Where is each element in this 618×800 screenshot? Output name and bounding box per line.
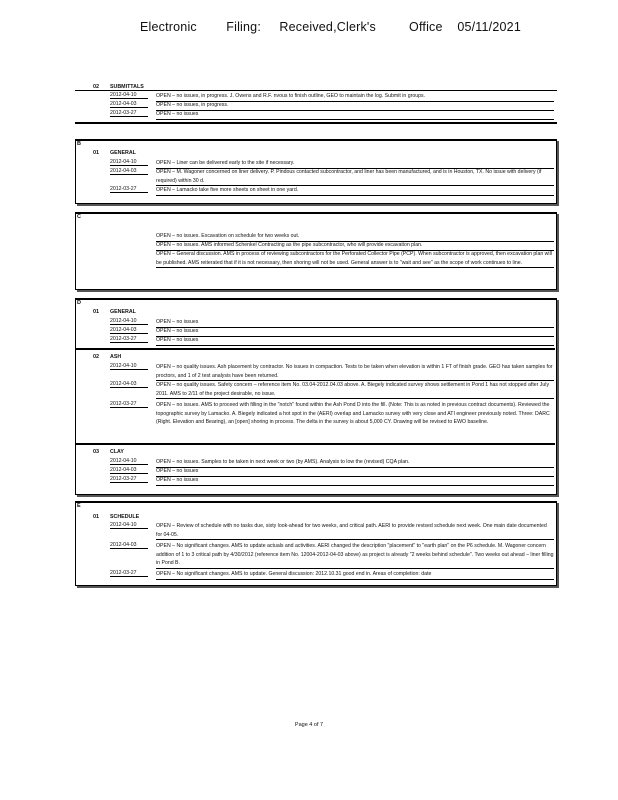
row-date: 2012-03-27: [110, 110, 148, 117]
item-code: 02: [93, 354, 100, 360]
row-date: 2012-03-27: [110, 570, 148, 577]
row-text: OPEN – no issues. AMS informed Schenkel Contracting as the pipe subcontractor, who will provide excavation plan.: [156, 241, 554, 251]
row-date: 2012-03-27: [110, 401, 148, 408]
section-divider: [76, 443, 555, 445]
row-text: OPEN – no issues: [156, 476, 554, 486]
row-text: OPEN – no issues, in progress.: [156, 101, 554, 111]
row-text: OPEN – Liner can be delivered early to the site if necessary.: [156, 159, 554, 169]
row-date: 2012-04-03: [110, 381, 148, 388]
item-title: GENERAL: [110, 150, 136, 156]
section-marker: B: [77, 141, 81, 147]
page-number: Page 4 of 7: [294, 722, 324, 728]
row-text: OPEN – no issues: [156, 318, 554, 328]
row-date: 2012-03-27: [110, 186, 148, 193]
row-text: OPEN – no issues. Excavation on schedule for two weeks out.: [156, 232, 554, 242]
row-date: 2012-04-03: [110, 542, 148, 549]
section-marker: D: [77, 300, 81, 306]
item-title: ASH: [110, 354, 122, 360]
row-date: 2012-04-10: [110, 318, 148, 325]
section-marker: C: [77, 214, 81, 220]
item-code: 01: [93, 150, 100, 156]
row-text: OPEN – Review of schedule with no tasks due, sixty look-ahead for two weeks, and critical path. AERI to provide revised schedule next week. One main date documented for 04-05.: [156, 522, 554, 540]
row-text: OPEN – No significant changes. AMS to update actuals and activities. AERI changed the description "placement" to "earth plan" on the P6 schedule. M. Wagoner concern addition of 1 to 3 critical path by 4/30/2012 (reference item No. 12004-2012-04-03 above) as project is already "2 weeks behind schedule". Two weeks out ahead – liner filling in Pond B.: [156, 542, 554, 569]
row-text: OPEN – no issues: [156, 336, 554, 346]
row-date: 2012-04-03: [110, 168, 148, 175]
section-marker: E: [77, 503, 81, 509]
section-bottom-rule: [75, 122, 557, 124]
row-date: 2012-04-03: [110, 327, 148, 334]
electronic-filing-header: Electronic Filing: Received,Clerk's Office 05/11/2021: [140, 20, 521, 34]
row-text: OPEN – no quality issues. Ash placement by contractor. No issues in compaction. Tests to be taken when elevation is within 1 FT of finish grade. GEO has taken samples for proctors, and 1 of 2 test analysis have been returned.: [156, 363, 554, 381]
row-text: OPEN – no issues, in progress. J. Owens and R.F. nvous to finish outline, GEO to maintain the log. Submit in groups.: [156, 92, 554, 102]
row-date: 2012-04-03: [110, 467, 148, 474]
row-date: 2012-04-10: [110, 159, 148, 166]
item-code: 01: [93, 309, 100, 315]
row-text: OPEN – no issues. AMS to proceed with filling in the "notch" found within the Ash Pond D into the fill. (Note: This is as noted in previous contract documents). Reviewed the topographic survey by Lamacko. A. Biegely indicated a hot spot in the (AERI) overlap and Lamacko survey with very close and ATI engineer previously noted. Three: DARC (Right. Elevation and Bearing), an [open] shoring in process. The delta in the survey is about 5,000 CY. Drawing will be revised to EWO baseline.: [156, 402, 550, 426]
row-text: OPEN – M. Wagoner concerned on liner delivery. P. Pindous contacted subcontractor, and liner has been manufactured, and is in Houston, TX. No issue with delivery (if required) within 30 d.: [156, 168, 554, 186]
row-date: 2012-04-10: [110, 363, 148, 370]
section-divider: [76, 348, 555, 350]
row-date: 2012-04-03: [110, 101, 148, 108]
item-title: SCHEDULE: [110, 514, 140, 520]
item-title: GENERAL: [110, 309, 136, 315]
row-text: OPEN – no issues: [156, 327, 554, 337]
row-text: OPEN – no quality issues. Safety concern – reference item No. 03.04-2012.04.03 above. A. Biegely indicated survey shows settlement in Pond 1 has not stopped after July 2011. AMS to 2/11 of the project desirable, no issue.: [156, 381, 554, 399]
item-code: 03: [93, 449, 100, 455]
row-text: OPEN – No significant changes. AMS to update. General discussion: 2012.10.31 good end in. Areas of completion: date: [156, 570, 554, 580]
section-divider: [75, 90, 557, 91]
row-date: 2012-04-10: [110, 458, 148, 465]
item-code: 02: [93, 84, 100, 90]
row-date: 2012-03-27: [110, 476, 148, 483]
row-text: OPEN – no issues. Samples to be taken in next week or two (by AMS). Analysis to low the (revised) CQA plan.: [156, 458, 554, 468]
item-title: SUBMITTALS: [110, 84, 144, 90]
item-code: 01: [93, 514, 100, 520]
row-text: OPEN – General discussion. AMS in process of reviewing subcontractors for the Perforated Collector Pipe (PCP). When subcontractor is approved, then excavation plan will be published. AMS reiterated that if it is not necessary, then shoring will not be used. General answer is to "wait and see" as the scope of work continues to line.: [156, 250, 554, 268]
row-text: OPEN – no issues: [156, 110, 554, 120]
row-date: 2012-04-10: [110, 522, 148, 529]
row-date: 2012-04-10: [110, 92, 148, 99]
row-text: OPEN – Lamacko take five more sheets on sheet in one yard.: [156, 186, 554, 196]
row-text: OPEN – no issues: [156, 467, 554, 477]
row-date: 2012-03-27: [110, 336, 148, 343]
item-title: CLAY: [110, 449, 124, 455]
